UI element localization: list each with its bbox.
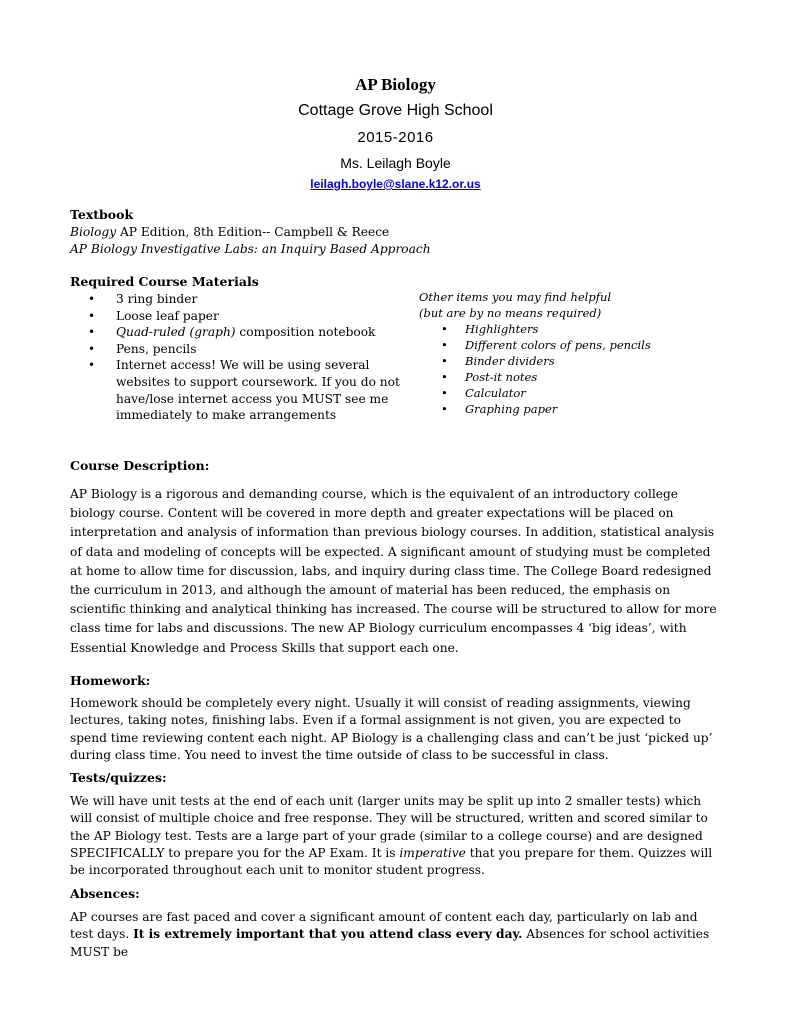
bullet-icon: • <box>88 308 96 323</box>
absences-heading: Absences: <box>70 886 140 901</box>
textbook-line-2 <box>70 241 670 258</box>
textbook-edition: AP Edition, 8th Edition-- Campbell & Reece <box>116 225 390 239</box>
list-item: • Internet access! We will be using several websites to support coursework. If you do not have/lose internet access you MUST see me immediately to make arrangements <box>88 358 400 423</box>
bullet-icon: • <box>441 354 448 368</box>
textbook-line-1 <box>70 224 670 241</box>
textbook-heading: Textbook <box>70 207 134 222</box>
course-description-heading: Course Description: <box>70 458 210 473</box>
list-item: • Loose leaf paper <box>88 308 219 323</box>
teacher-name: Ms. Leilagh Boyle <box>340 155 451 171</box>
list-item: • Post-it notes <box>441 370 538 384</box>
required-materials-list <box>70 291 400 424</box>
optional-materials-list <box>419 321 719 417</box>
course-description-section <box>70 456 720 658</box>
list-item: • Highlighters <box>441 322 539 336</box>
bullet-icon: • <box>441 322 448 336</box>
absences-text: AP courses are fast paced and cover a significant amount of content each day, particularly on lab and test days. It is extremely important that you attend class every day. Absences for school activities MUST be <box>70 910 710 959</box>
bullet-icon: • <box>441 402 448 416</box>
bullet-icon: • <box>88 341 96 356</box>
absences-section <box>70 884 720 961</box>
tests-heading: Tests/quizzes: <box>70 770 167 785</box>
tests-section <box>70 768 720 879</box>
list-item: • Calculator <box>441 386 526 400</box>
required-materials-section <box>70 272 400 424</box>
homework-section <box>70 671 720 764</box>
list-item: • Binder dividers <box>441 354 555 368</box>
optional-note-1: Other items you may find helpful <box>419 290 612 304</box>
bullet-icon: • <box>441 338 448 352</box>
school-year: 2015-2016 <box>357 129 434 146</box>
list-item: • Graphing paper <box>441 402 558 416</box>
textbook-title-italic: Biology <box>70 225 117 239</box>
bullet-icon: • <box>88 325 96 340</box>
teacher-email <box>0 177 791 191</box>
materials-heading: Required Course Materials <box>70 274 259 289</box>
course-title: AP Biology <box>355 75 436 94</box>
homework-text: Homework should be completely every night. Usually it will consist of reading assignments, viewing lectures, taking notes, finishing labs. Even if a formal assignment is not given, you are expected to spend time reviewing content each night. AP Biology is a challenging class and can’t be just ‘picked up’ during class time. You need to invest the time outside of class to be successful in class. <box>70 696 713 762</box>
lab-manual-title: AP Biology Investigative Labs: an Inquiry Based Approach <box>70 242 431 256</box>
bullet-icon: • <box>88 358 96 373</box>
email-link[interactable]: leilagh.boyle@slane.k12.or.us <box>310 177 481 191</box>
optional-note-2: (but are by no means required) <box>419 305 602 320</box>
list-item: • Pens, pencils <box>88 341 197 356</box>
tests-text: We will have unit tests at the end of each unit (larger units may be split up into 2 smaller tests) which will consist of multiple choice and free response. They will be structured, written and scored similar to the AP Biology test. Tests are a large part of your grade (similar to a college course) and are designed SPECIFICALLY to prepare you for the AP Exam. It is imperative that you prepare for them. Quizzes will be incorporated throughout each unit to monitor student progress. <box>70 794 713 878</box>
bullet-icon: • <box>441 386 448 400</box>
textbook-section <box>70 206 670 258</box>
homework-heading: Homework: <box>70 673 151 688</box>
bullet-icon: • <box>441 370 448 384</box>
list-item: • Different colors of pens, pencils <box>441 338 651 352</box>
list-item: • Quad-ruled (graph) composition notebook <box>88 325 376 340</box>
list-item: • 3 ring binder <box>88 292 198 306</box>
bullet-icon: • <box>88 292 96 306</box>
school-name: Cottage Grove High School <box>298 102 493 119</box>
optional-materials-section <box>419 290 719 417</box>
course-description-text: AP Biology is a rigorous and demanding course, which is the equivalent of an introductory college biology course. Content will be covered in more depth and greater expectations will be placed on interpretation and analysis of information than previous biology courses. In addition, statistical analysis of data and modeling of concepts will be expected. A significant amount of studying must be completed at home to allow time for discussion, labs, and inquiry during class time. The College Board redesigned the curriculum in 2013, and although the amount of material has been reduced, the emphasis on scientific thinking and analytical thinking has increased. The course will be structured to allow for more class time for labs and discussions. The new AP Biology curriculum encompasses 4 ‘big ideas’, with Essential Knowledge and Process Skills that support each one. <box>70 487 717 655</box>
